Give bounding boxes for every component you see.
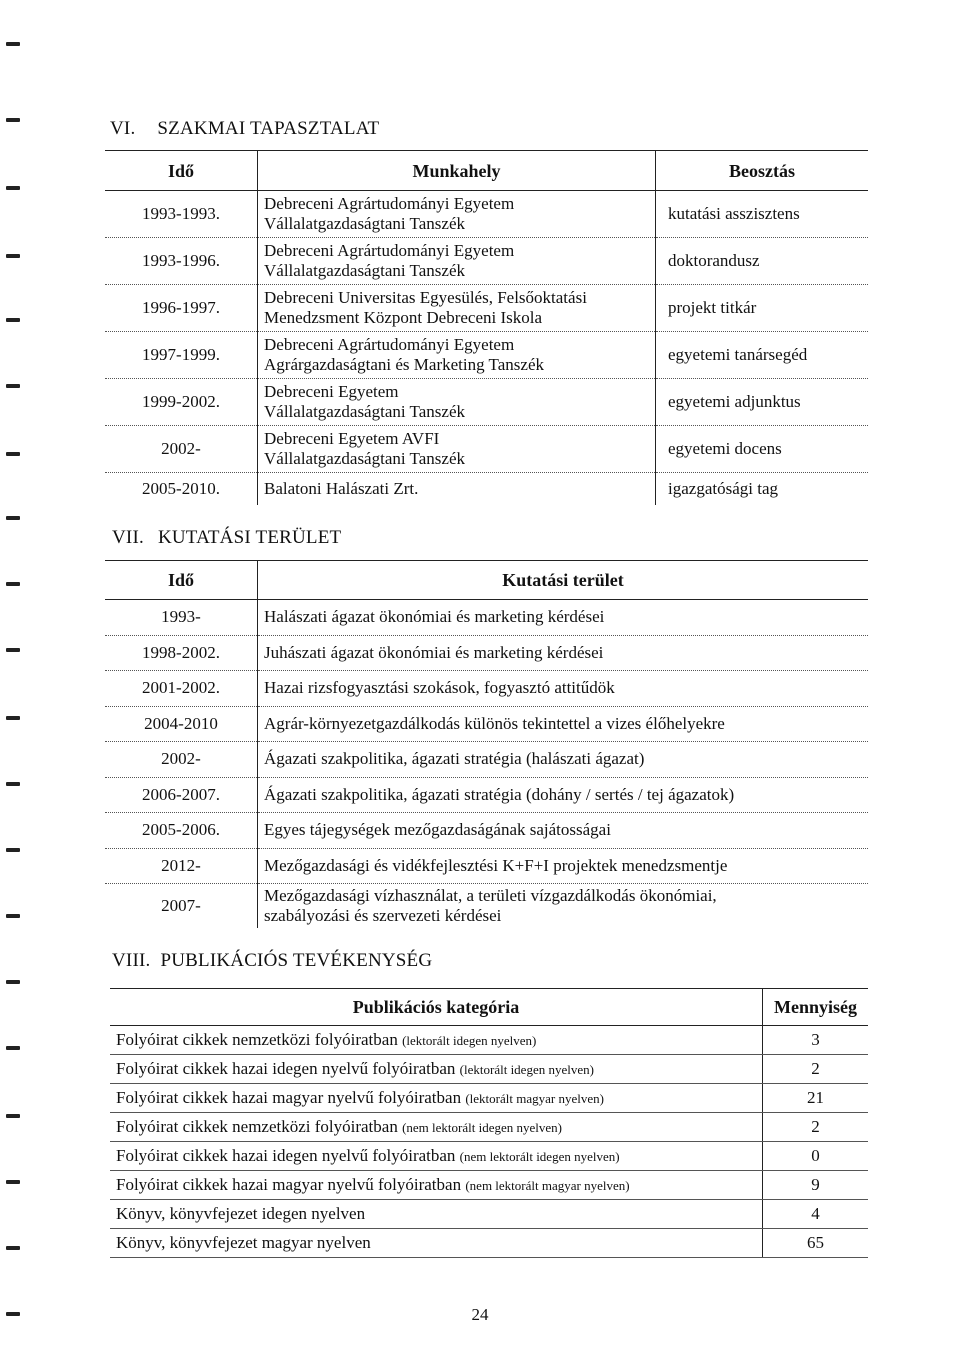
table-row bbox=[105, 473, 868, 506]
cell-workplace bbox=[258, 332, 656, 379]
cell-time: 1993-1996. bbox=[105, 238, 258, 285]
table-row bbox=[105, 238, 868, 285]
cell-quantity: 2 bbox=[763, 1113, 869, 1142]
cell-time: 2001-2002. bbox=[105, 671, 258, 707]
margin-dash bbox=[6, 318, 20, 322]
workplace-line: Debreceni Egyetem AVFI bbox=[264, 429, 440, 448]
table-row bbox=[105, 379, 868, 426]
cell-time: 2004-2010 bbox=[105, 706, 258, 742]
cell-workplace bbox=[258, 426, 656, 473]
table-row bbox=[105, 635, 868, 671]
table-row bbox=[105, 742, 868, 778]
cell-quantity: 9 bbox=[763, 1171, 869, 1200]
cell-research-area: Hazai rizsfogyasztási szokások, fogyasztó attitűdök bbox=[258, 671, 869, 707]
workplace-line: Debreceni Agrártudományi Egyetem bbox=[264, 335, 515, 354]
margin-dash bbox=[6, 782, 20, 786]
page-number: 24 bbox=[471, 1305, 489, 1324]
margin-dash bbox=[6, 582, 20, 586]
section-title: KUTATÁSI TERÜLET bbox=[157, 527, 342, 548]
margin-dash bbox=[6, 384, 20, 388]
table-header-row bbox=[110, 989, 868, 1026]
cell-time: 1998-2002. bbox=[105, 635, 258, 671]
category-note: (lektorált magyar nyelven) bbox=[465, 1090, 604, 1106]
cell-category bbox=[110, 1142, 763, 1171]
table-row bbox=[110, 1113, 868, 1142]
cell-workplace bbox=[258, 285, 656, 332]
workplace-line: Agrárgazdaságtani és Marketing Tanszék bbox=[264, 355, 544, 374]
cell-quantity: 0 bbox=[763, 1142, 869, 1171]
workplace-line: Debreceni Universitas Egyesülés, Felsőoktatási bbox=[264, 288, 587, 307]
cell-time: 2005-2010. bbox=[105, 473, 258, 506]
margin-dash bbox=[6, 254, 20, 258]
cell-research-area: Egyes tájegységek mezőgazdaságának sajátosságai bbox=[258, 813, 869, 849]
cell-research-area: Ágazati szakpolitika, ágazati stratégia (halászati ágazat) bbox=[258, 742, 869, 778]
category-text: Folyóirat cikkek nemzetközi folyóiratban bbox=[116, 1029, 398, 1049]
table-row bbox=[105, 848, 868, 884]
table-row bbox=[105, 332, 868, 379]
cell-position: egyetemi adjunktus bbox=[656, 379, 869, 426]
margin-dash bbox=[6, 118, 20, 122]
section-heading-experience bbox=[110, 118, 379, 140]
table-row bbox=[110, 1026, 868, 1055]
workplace-line: Vállalatgazdaságtani Tanszék bbox=[264, 261, 465, 280]
table-row bbox=[105, 813, 868, 849]
cell-research-area: Agrár-környezetgazdálkodás különös tekintettel a vizes élőhelyekre bbox=[258, 706, 869, 742]
cell-time: 2002- bbox=[105, 426, 258, 473]
margin-dash bbox=[6, 716, 20, 720]
cell-category: Könyv, könyvfejezet idegen nyelven bbox=[110, 1200, 763, 1229]
margin-dash bbox=[6, 980, 20, 984]
research-area-line: szabályozási és szervezeti kérdései bbox=[264, 906, 502, 925]
category-note: (nem lektorált idegen nyelven) bbox=[459, 1148, 620, 1164]
cell-workplace bbox=[258, 238, 656, 285]
margin-dash bbox=[6, 452, 20, 456]
section-number: VI. bbox=[110, 118, 136, 139]
table-row bbox=[110, 1171, 868, 1200]
table-row bbox=[110, 1055, 868, 1084]
table-header-row bbox=[105, 561, 868, 600]
cell-position: kutatási asszisztens bbox=[656, 191, 869, 238]
margin-dash bbox=[6, 42, 20, 46]
workplace-line: Debreceni Egyetem bbox=[264, 382, 399, 401]
cell-quantity: 2 bbox=[763, 1055, 869, 1084]
research-area-line: Mezőgazdasági vízhasználat, a területi vízgazdálkodás ökonómiai, bbox=[264, 886, 717, 905]
section-title: SZAKMAI TAPASZTALAT bbox=[157, 118, 380, 139]
category-text: Folyóirat cikkek hazai idegen nyelvű folyóiratban bbox=[116, 1058, 456, 1078]
cell-position: doktorandusz bbox=[656, 238, 869, 285]
section-heading-research bbox=[112, 527, 341, 549]
margin-dash bbox=[6, 648, 20, 652]
table-row bbox=[105, 884, 868, 929]
table-row bbox=[105, 706, 868, 742]
cell-time: 1997-1999. bbox=[105, 332, 258, 379]
margin-dash bbox=[6, 914, 20, 918]
table-row bbox=[110, 1084, 868, 1113]
margin-dash bbox=[6, 848, 20, 852]
category-note: (lektorált idegen nyelven) bbox=[459, 1061, 594, 1077]
table-row bbox=[110, 1200, 868, 1229]
cell-workplace bbox=[258, 191, 656, 238]
cell-category bbox=[110, 1026, 763, 1055]
cell-position: egyetemi docens bbox=[656, 426, 869, 473]
cell-quantity: 4 bbox=[763, 1200, 869, 1229]
header-time: Idő bbox=[105, 151, 258, 191]
table-row bbox=[105, 600, 868, 636]
header-position: Beosztás bbox=[656, 151, 869, 191]
margin-dash bbox=[6, 516, 20, 520]
cell-research-area: Ágazati szakpolitika, ágazati stratégia (dohány / sertés / tej ágazatok) bbox=[258, 777, 869, 813]
cell-position: projekt titkár bbox=[656, 285, 869, 332]
cell-time: 2012- bbox=[105, 848, 258, 884]
cell-research-area: Juhászati ágazat ökonómiai és marketing kérdései bbox=[258, 635, 869, 671]
cell-quantity: 65 bbox=[763, 1229, 869, 1258]
table-header-row bbox=[105, 151, 868, 191]
cell-time: 1993- bbox=[105, 600, 258, 636]
cell-workplace bbox=[258, 379, 656, 426]
section-number: VII. bbox=[112, 527, 144, 548]
cell-time: 1996-1997. bbox=[105, 285, 258, 332]
workplace-line: Menedzsment Központ Debreceni Iskola bbox=[264, 308, 543, 327]
research-table bbox=[105, 560, 868, 928]
table-row bbox=[105, 671, 868, 707]
header-quantity: Mennyiség bbox=[763, 989, 869, 1026]
category-text: Folyóirat cikkek nemzetközi folyóiratban bbox=[116, 1116, 398, 1136]
header-category: Publikációs kategória bbox=[110, 989, 763, 1026]
category-note: (lektorált idegen nyelven) bbox=[402, 1032, 537, 1048]
workplace-line: Vállalatgazdaságtani Tanszék bbox=[264, 402, 465, 421]
cell-category bbox=[110, 1171, 763, 1200]
table-row bbox=[105, 285, 868, 332]
section-title: PUBLIKÁCIÓS TEVÉKENYSÉG bbox=[160, 950, 433, 971]
cell-workplace: Balatoni Halászati Zrt. bbox=[258, 473, 656, 506]
section-number: VIII. bbox=[112, 950, 151, 971]
cell-time: 1999-2002. bbox=[105, 379, 258, 426]
workplace-line: Debreceni Agrártudományi Egyetem bbox=[264, 194, 515, 213]
category-note: (nem lektorált magyar nyelven) bbox=[465, 1177, 630, 1193]
publications-table bbox=[110, 988, 868, 1258]
cell-position: egyetemi tanársegéd bbox=[656, 332, 869, 379]
table-row bbox=[110, 1229, 868, 1258]
table-row bbox=[110, 1142, 868, 1171]
cell-research-area: Mezőgazdasági és vidékfejlesztési K+F+I projektek menedzsmentje bbox=[258, 848, 869, 884]
margin-dash bbox=[6, 1046, 20, 1050]
cell-time: 2002- bbox=[105, 742, 258, 778]
header-workplace: Munkahely bbox=[258, 151, 656, 191]
category-text: Folyóirat cikkek hazai magyar nyelvű folyóiratban bbox=[116, 1087, 462, 1107]
workplace-line: Vállalatgazdaságtani Tanszék bbox=[264, 214, 465, 233]
category-text: Folyóirat cikkek hazai magyar nyelvű folyóiratban bbox=[116, 1174, 462, 1194]
cell-time: 2005-2006. bbox=[105, 813, 258, 849]
category-text: Folyóirat cikkek hazai idegen nyelvű folyóiratban bbox=[116, 1145, 456, 1165]
category-note: (nem lektorált idegen nyelven) bbox=[402, 1119, 562, 1135]
header-research-area: Kutatási terület bbox=[258, 561, 869, 600]
cell-category: Könyv, könyvfejezet magyar nyelven bbox=[110, 1229, 763, 1258]
margin-dash bbox=[6, 1246, 20, 1250]
cell-category bbox=[110, 1113, 763, 1142]
margin-dash bbox=[6, 1180, 20, 1184]
cell-quantity: 3 bbox=[763, 1026, 869, 1055]
cell-category bbox=[110, 1084, 763, 1113]
cell-time: 2006-2007. bbox=[105, 777, 258, 813]
workplace-line: Debreceni Agrártudományi Egyetem bbox=[264, 241, 515, 260]
cell-quantity: 21 bbox=[763, 1084, 869, 1113]
cell-position: igazgatósági tag bbox=[668, 479, 778, 498]
cell-time: 1993-1993. bbox=[105, 191, 258, 238]
cell-research-area bbox=[258, 884, 869, 929]
cell-category bbox=[110, 1055, 763, 1084]
table-row bbox=[105, 777, 868, 813]
table-row bbox=[105, 426, 868, 473]
margin-dash bbox=[6, 1114, 20, 1118]
table-row bbox=[105, 191, 868, 238]
cell-time: 2007- bbox=[105, 884, 258, 929]
workplace-line: Vállalatgazdaságtani Tanszék bbox=[264, 449, 465, 468]
cell-research-area: Halászati ágazat ökonómiai és marketing kérdései bbox=[258, 600, 869, 636]
experience-table bbox=[105, 150, 868, 505]
section-heading-publications bbox=[112, 950, 432, 972]
margin-dash bbox=[6, 186, 20, 190]
header-time: Idő bbox=[105, 561, 258, 600]
